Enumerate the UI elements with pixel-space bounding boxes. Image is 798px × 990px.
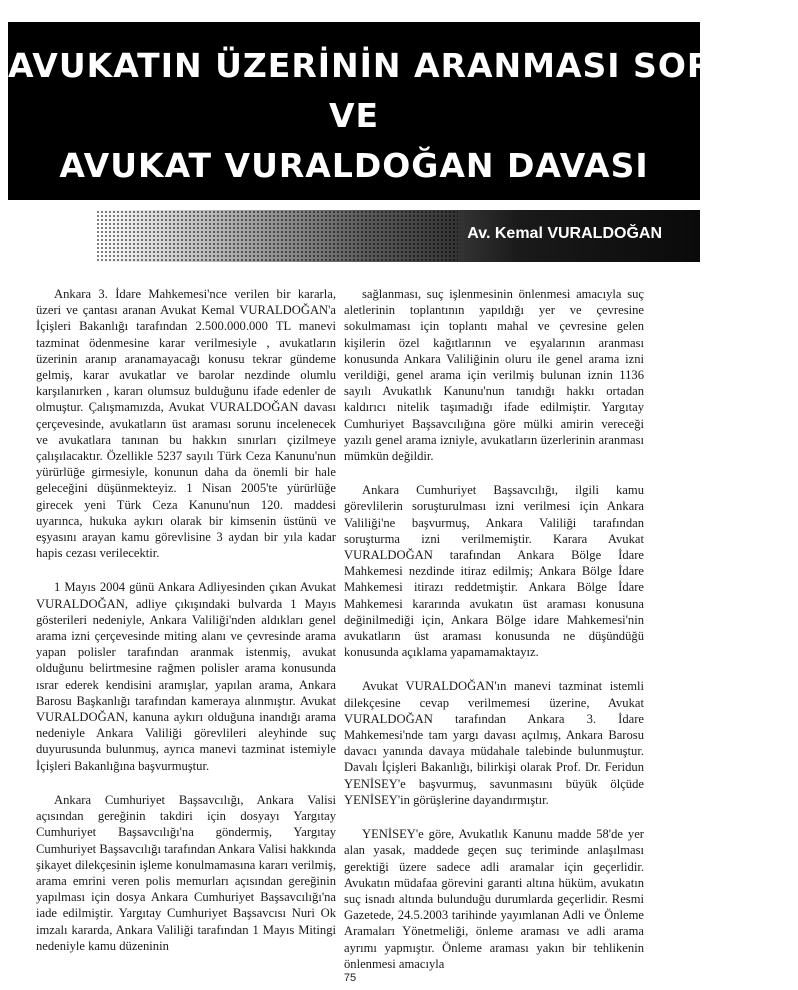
paragraph: YENİSEY'e göre, Avukatlık Kanunu madde 58'de yer alan yasak, maddede geçen suç teriminde anlaşılması gerektiği üzere sadece adli aramalar için geçerlidir. Avukatın müdafaa görevini garanti altına hüküm, avukatın suç isnadı altında bulunduğu durumlarda geçerlidir. Resmi Gazetede, 24.5.2003 tarihinde yayımlanan Adli ve Önleme Aramaları Yönetmeliği, önleme araması ve adli arama ayrımı yapmıştır. Önleme araması yakın bir tehlikenin önlenmesi amacıyla <box>344 827 644 971</box>
title-line-1: AVUKATIN ÜZERİNİN ARANMASI SORUNU <box>8 46 798 85</box>
left-column <box>36 286 336 972</box>
title-banner <box>8 22 798 200</box>
paragraph: Ankara Cumhuriyet Başsavcılığı, Ankara Valisi açısından gereğinin takdiri için dosyayı Yargıtay Cumhuriyet Başsavcılığı'na göndermiş, Yargıtay Cumhuriyet Başsavcılığı tarafından Ankara Valisi hakkında şikayet dilekçesinin işleme konulmamasına kararı verilmiş, arama emrini veren polis memurları açısından gereğinin yapılması için dosya Ankara Cumhuriyet Başsavcılığı'na iade edilmiştir. Yargıtay Cumhuriyet Başsavcısı Nuri Ok imzalı kararda, Ankara Valiliği tarafından 1 Mayıs Mitingi nedeniyle kamu düzeninin <box>36 792 336 953</box>
author-name: Av. Kemal VURALDOĞAN <box>467 225 662 242</box>
paragraph: Ankara Cumhuriyet Başsavcılığı, ilgili kamu görevlilerin soruşturulması izni verilmesi için Ankara Valiliği'ne başvurmuş, Ankara Valiliği tarafından soruşturma izni verilmemiştir. Karara Avukat VURALDOĞAN tarafından Ankara Bölge İdare Mahkemesi nezdinde itiraz edilmiş; Ankara Bölge İdare Mahkemesi itirazı reddetmiştir. Ankara Bölge İdare Mahkemesi kararında avukatın üst araması konusuna değinilmediği için, Ankara Bölge idare Mahkemesi'nin avukatların üst araması konusunda ne düşündüğü konusunda açıklama yapamamaktayız. <box>344 483 644 660</box>
title-line-2: VE <box>328 96 380 135</box>
author-bar <box>96 210 700 262</box>
paragraph: sağlanması, suç işlenmesinin önlenmesi amacıyla suç aletlerinin toplantının yapıldığı yer ve çevresine sokulmaması için toplantı mahal ve çevresine gelen kişilerin özel kağıtlarının ve eşyalarının aranması konusunda Ankara Valiliğinin oluru ile genel arama izni verildiği, genel arama için verilmiş bulunan iznin 1136 sayılı Avukatlık Kanunu'nun tanıdığı hakkı ortadan kaldırıcı nitelik taşımadığı ifade edilmiştir. Yargıtay Cumhuriyet Başsavcılığına göre mülki amirin vereceği yazılı genel arama izniyle, avukatların üzerlerinin aranması mümkün değildir. <box>344 287 644 464</box>
page-number: 75 <box>343 972 357 984</box>
title-line-3: AVUKAT VURALDOĞAN DAVASI <box>59 146 649 185</box>
paragraph: Ankara 3. İdare Mahkemesi'nce verilen bir kararla, üzeri ve çantası aranan Avukat Kemal VURALDOĞAN'a İçişleri Bakanlığı tarafından 2.500.000.000 TL manevi tazminat ödenmesine karar verilmesiyle , avukatların üzerinin aranıp aranamayacağı konusu tekrar gündeme gelmiş, karar avukatlar ve barolar nezdinde olumlu karşılanırken , kararı olumsuz bulduğunu ifade edenler de olmuştur. Çalışmamızda, Avukat VURALDOĞAN davası çerçevesinde, avukatların üst araması sorunu incelenecek ve avukatlara tanınan bu hakkın sınırları çizilmeye çalışılacaktır. Özellikle 5237 sayılı Türk Ceza Kanunu'nun yürürlüğe girmesiyle, konunun daha da önemli bir hale geleceğini düşünmekteyiz. 1 Nisan 2005'te yürürlüğe girecek yeni Türk Ceza Kanunu'nun 120. maddesi uyarınca, hukuka aykırı olarak bir kimsenin üstünü ve eşyasını arayan kamu görevlisine 3 aydan bir yıla kadar hapis cezası verilecektir. <box>36 287 336 561</box>
right-column <box>344 286 644 990</box>
paragraph: Avukat VURALDOĞAN'ın manevi tazminat istemli dilekçesine cevap verilmemesi üzerine, Avukat VURALDOĞAN tarafından Ankara 3. İdare Mahkemesi'nde tam yargı davası açılmış, Ankara Barosu davacı yanında davaya müdahale talebinde bulunmuştur. Davalı İçişleri Bakanlığı, bilirkişi olarak Prof. Dr. Feridun YENİSEY'e başvurmuş, savunmasını büyük ölçüde YENİSEY'in görüşlerine dayandırmıştır. <box>344 679 644 807</box>
paragraph: 1 Mayıs 2004 günü Ankara Adliyesinden çıkan Avukat VURALDOĞAN, adliye çıkışındaki bulvarda 1 Mayıs gösterileri nedeniyle, Ankara Valiliği'nden aldıkları genel arama izni çerçevesinde miting alanı ve çevresinde arama yapan polisler tarafından aranmak istenmiş, avukat olduğunu belirtmesine rağmen polisler arama konusunda ısrar ederek kendisini aramışlar, yapılan arama, Ankara Barosu Başkanlığı tarafından kameraya alınmıştır. Avukat VURALDOĞAN, kanuna aykırı olduğuna inandığı arama nedeniyle Ankara Valiliği görevlileri aleyhinde suç duyurusunda bulunmuş, ayrıca manevi tazminat istemiyle İçişleri Bakanlığına başvurmuştur. <box>36 580 336 773</box>
